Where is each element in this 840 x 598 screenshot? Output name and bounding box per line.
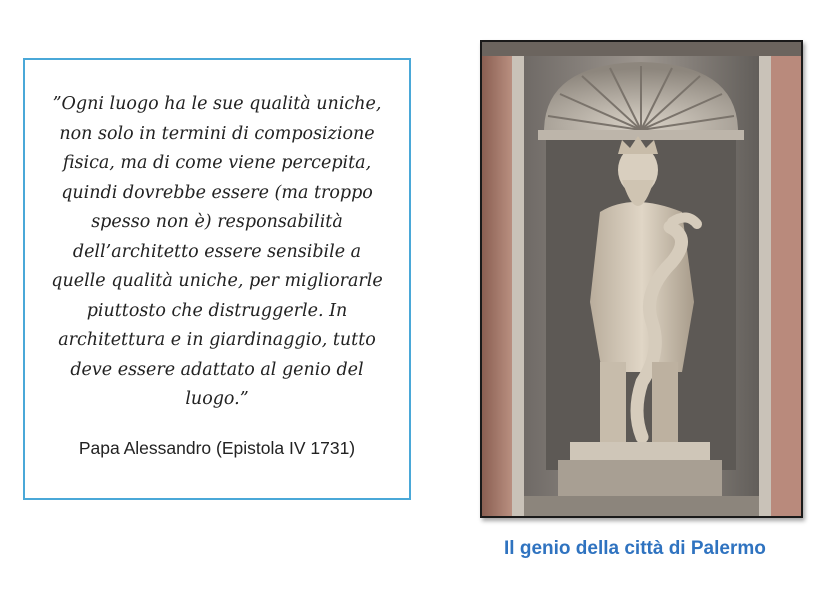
quote-line: piuttosto che distruggerle. In xyxy=(86,300,348,321)
quote-line: non solo in termini di composizione xyxy=(59,123,375,144)
quote-line: dell’architetto essere sensibile a xyxy=(72,241,362,262)
quote-line: luogo.” xyxy=(185,389,249,409)
statue-photo xyxy=(480,40,803,518)
quote-line: quindi dovrebbe essere (ma troppo xyxy=(61,182,373,203)
quote-line: spesso non è) responsabilità xyxy=(91,212,343,232)
quote-line: ”Ogni luogo ha le sue qualità uniche, xyxy=(52,94,382,114)
photo-caption: Il genio della città di Palermo xyxy=(504,538,766,559)
quote-author: Papa Alessandro (Epistola IV 1731) xyxy=(78,438,356,458)
quote-text xyxy=(25,90,409,415)
quote-line: architettura e in giardinaggio, tutto xyxy=(58,330,376,350)
genius-of-palermo-statue-image xyxy=(482,42,801,516)
quote-line: fisica, ma di come viene percepita, xyxy=(62,153,372,173)
quote-line: quelle qualità uniche, per migliorarle xyxy=(51,271,383,291)
quote-line: deve essere adattato al genio del xyxy=(70,359,364,380)
quote-box xyxy=(23,58,411,500)
